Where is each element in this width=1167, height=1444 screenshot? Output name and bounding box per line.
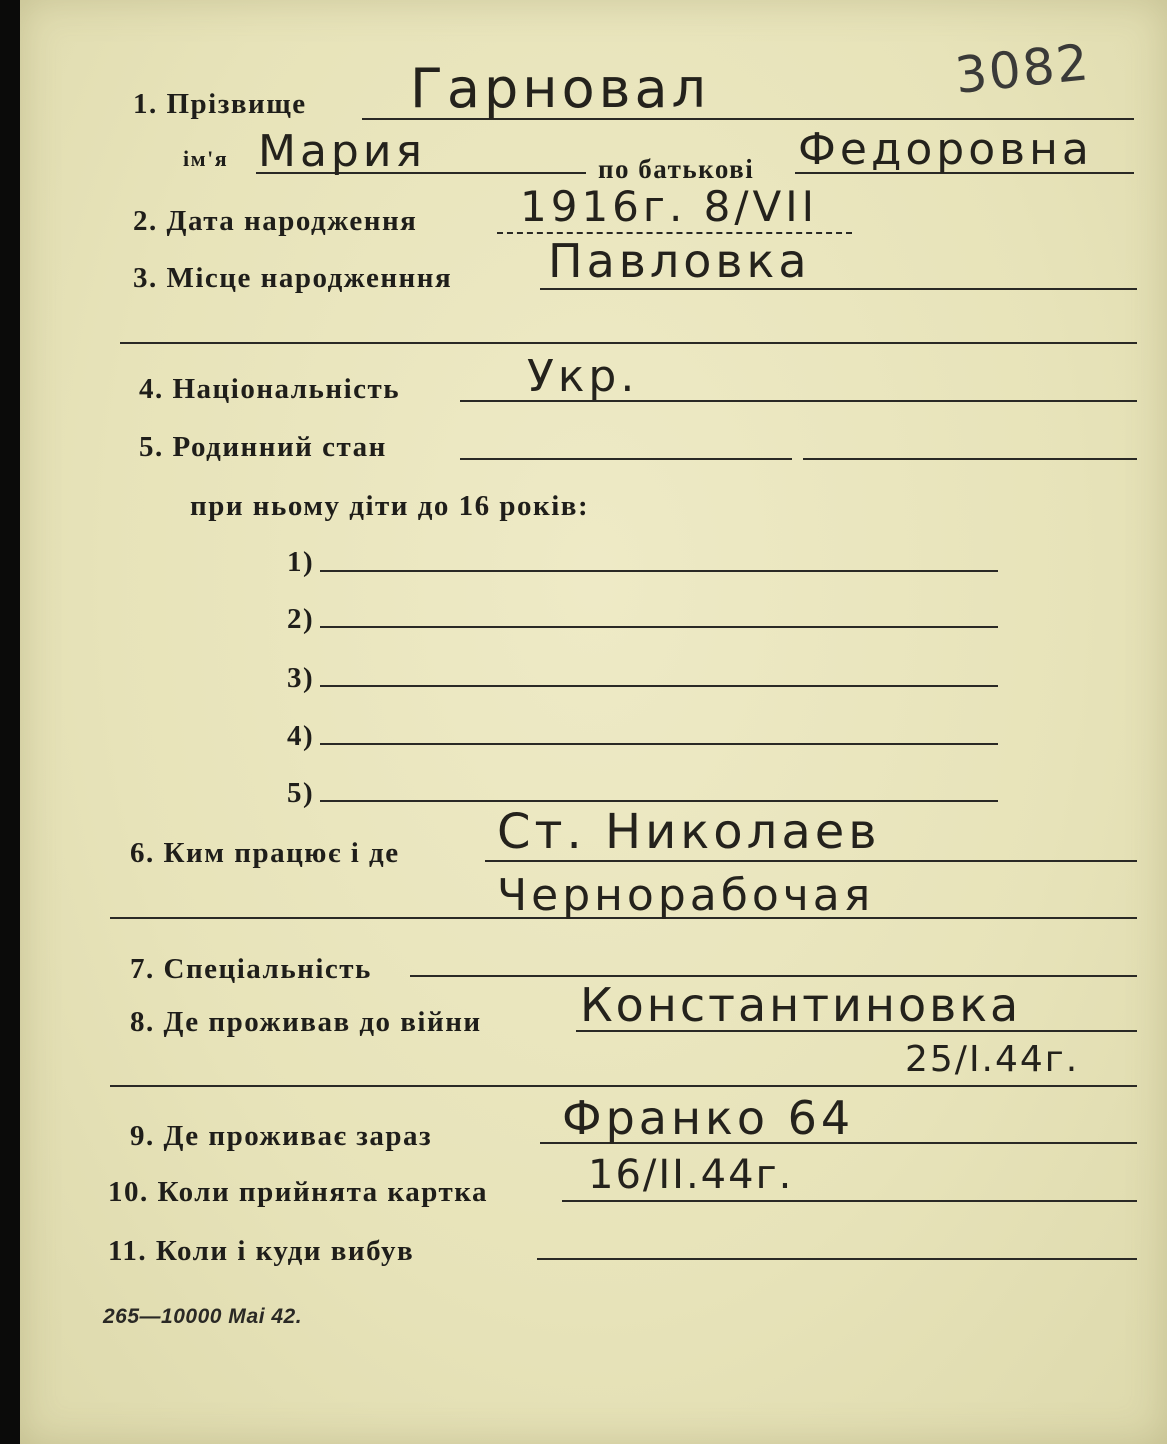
label-marital-status: 5. Родинний стан — [139, 431, 387, 463]
value-workplace-line1: Ст. Николаев — [497, 804, 881, 860]
label-birth-place: 3. Місце народженння — [133, 262, 453, 294]
line-workplace — [485, 860, 1137, 862]
line-child-2 — [320, 626, 998, 628]
line-card-accepted — [562, 1200, 1137, 1202]
value-prewar-residence: Константиновка — [580, 978, 1022, 1032]
print-run-footer: 265—10000 Маі 42. — [103, 1305, 303, 1328]
line-birth-place — [540, 288, 1137, 290]
label-child-2: 2) — [287, 603, 315, 635]
line-prewar-residence-2 — [110, 1085, 1137, 1087]
line-child-5 — [320, 800, 998, 802]
archive-number: 3082 — [952, 33, 1093, 105]
label-specialty: 7. Спеціальність — [130, 953, 372, 985]
value-birth-date: 1916г. 8/VII — [520, 182, 819, 231]
label-card-accepted: 10. Коли прийнята картка — [108, 1176, 488, 1208]
label-nationality: 4. Національність — [139, 373, 401, 405]
label-prewar-residence: 8. Де проживав до війни — [130, 1006, 482, 1038]
label-name: ім'я — [183, 146, 229, 171]
label-departure: 11. Коли і куди вибув — [108, 1235, 415, 1267]
line-departure — [537, 1258, 1137, 1260]
line-marital-status-b — [803, 458, 1137, 460]
line-birth-place-2 — [120, 342, 1137, 344]
label-current-residence: 9. Де проживає зараз — [130, 1120, 433, 1152]
value-name: Мария — [258, 126, 426, 177]
value-card-accepted: 16/II.44г. — [588, 1152, 794, 1198]
value-surname: Гарновал — [410, 57, 711, 120]
line-specialty — [410, 975, 1137, 977]
value-current-residence: Франко 64 — [562, 1091, 855, 1145]
value-patronymic: Федоровна — [798, 124, 1093, 175]
line-child-4 — [320, 743, 998, 745]
label-surname: 1. Прізвище — [133, 88, 307, 120]
line-child-1 — [320, 570, 998, 572]
line-marital-status-a — [460, 458, 792, 460]
label-birth-date: 2. Дата народження — [133, 205, 418, 237]
label-patronymic: по батькові — [598, 154, 755, 184]
label-child-1: 1) — [287, 546, 315, 578]
value-arrival-date: 25/I.44г. — [905, 1039, 1080, 1080]
value-workplace-line2: Чернорабочая — [497, 870, 875, 921]
value-nationality: Укр. — [527, 351, 639, 402]
value-birth-place: Павловка — [548, 234, 811, 288]
label-workplace: 6. Ким працює і де — [130, 837, 400, 869]
label-child-5: 5) — [287, 777, 315, 809]
label-child-3: 3) — [287, 662, 315, 694]
line-child-3 — [320, 685, 998, 687]
label-child-4: 4) — [287, 720, 315, 752]
label-children-header: при ньому діти до 16 років: — [190, 490, 590, 522]
